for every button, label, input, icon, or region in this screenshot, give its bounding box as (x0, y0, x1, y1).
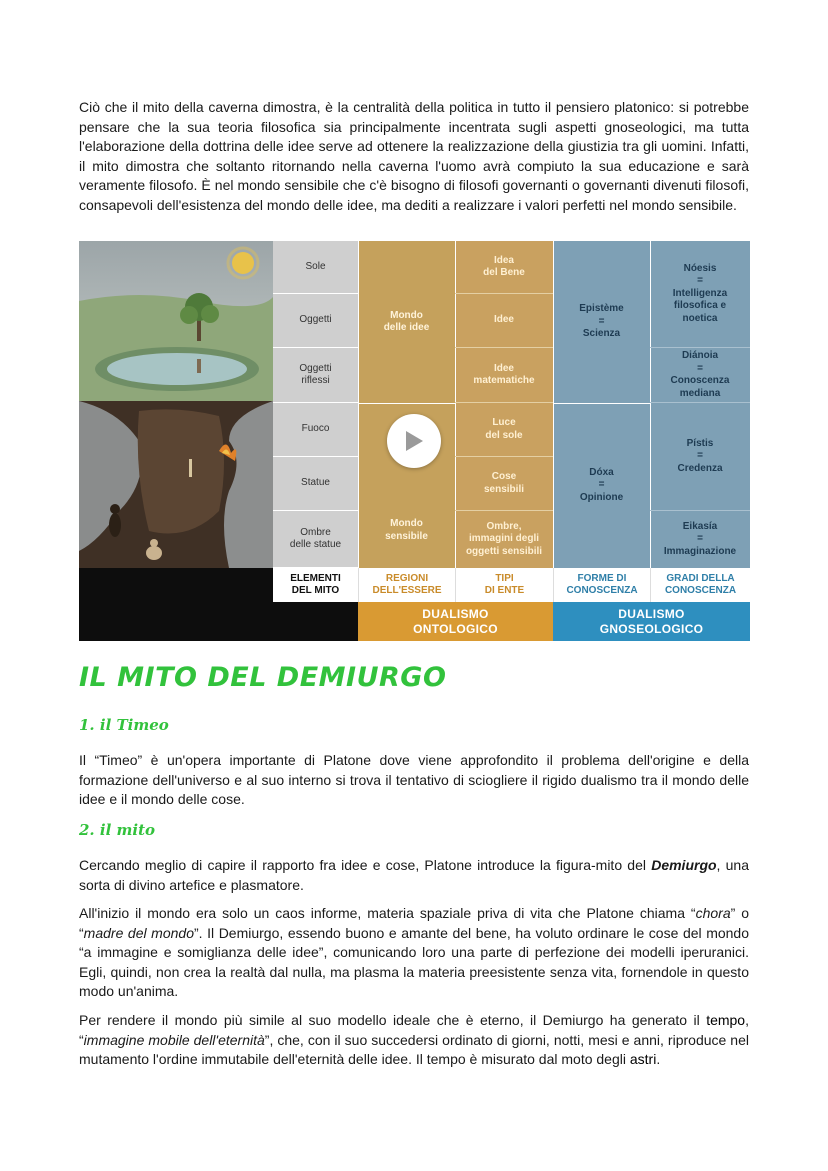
tipo-idee: Idee (455, 294, 553, 348)
footer-forme: FORME DI CONOSCENZA (553, 568, 650, 602)
cave-illustration (79, 241, 273, 568)
forma-doxa: Dóxa = Opinione (579, 466, 624, 503)
tipo-idea-bene: Idea del Bene (455, 241, 553, 294)
paragraph-timeo: Il “Timeo” è un'opera importante di Platone dove viene approfondito il problema dell'origine e della formazione dell'universo e al suo interno si trova il tentativo di sciogliere il rigido dualismo tra il mondo delle idee e il mondo delle cose. (79, 752, 749, 807)
elemento-fuoco: Fuoco (273, 403, 358, 457)
regione-mondo-sensibile: Mondo sensibile (385, 518, 428, 542)
elemento-statue: Statue (273, 457, 358, 511)
play-icon (403, 429, 425, 453)
tipo-ombre: Ombre, immagini degli oggetti sensibili (465, 520, 543, 557)
subheading-mito: 2. il mito (79, 821, 156, 839)
cave-scene-image (79, 241, 273, 568)
elemento-oggetti-riflessi: Oggetti riflessi (273, 348, 358, 403)
tipo-idee-matematiche: Idee matematiche (455, 348, 553, 403)
paragraph-caos: All'inizio il mondo era solo un caos informe, materia spaziale priva di vita che Platone chiama “chora” o “madre del mondo”. Il Demiurgo, essendo buono e amante del bene, ha voluto ordinare le cose del mondo “a immagine e somiglianza delle idee”, comunicando loro una parte di perfezione dei modelli iperuranici. Egli, quindi, non crea la realtà dal nulla, ma plasma la materia preesistente senza vita, fornendole in questo modo un'anima. (79, 905, 750, 999)
intro-paragraph: Ciò che il mito della caverna dimostra, è la centralità della politica in tutto il pensiero platonico: si potrebbe pensare che la sua teoria filosofica sia principalmente incentrata sugli aspetti gnoseologici, ma tutta l'elaborazione della dottrina delle idee serve ad ottenere la realizzazione della giustizia tra gli uomini. Infatti, il mito dimostra che soltanto ritornando nella caverna l'uomo avrà compiuto la sua educazione e sarà veramente filosofo. È nel mondo sensibile che c'è bisogno di filosofi governanti o governanti divenuti filosofi, consapevoli dell'esistenza del mondo delle idee, ma dediti a realizzare i valori perfetti nel mondo sensibile. (79, 99, 749, 213)
paragraph-demiurgo: Cercando meglio di capire il rapporto fra idee e cose, Platone introduce la figura-mito del Demiurgo, una sorta di divino artefice e plasmatore. (79, 857, 749, 893)
grado-dianoia: Diánoia = Conoscenza mediana (650, 348, 750, 403)
dualismo-gnoseologico: DUALISMO GNOSEOLOGICO (553, 602, 750, 641)
tipo-luce-sole: Luce del sole (455, 403, 553, 457)
regione-mondo-idee: Mondo delle idee (383, 309, 430, 333)
grado-pistis: Pístis = Credenza (650, 403, 750, 511)
footer-gradi: GRADI DELLA CONOSCENZA (650, 568, 750, 602)
footer-elementi: ELEMENTI DEL MITO (273, 568, 358, 602)
section-title: IL MITO DEL DEMIURGO (79, 662, 447, 693)
dualismo-ontologico: DUALISMO ONTOLOGICO (358, 602, 553, 641)
elemento-sole: Sole (273, 241, 358, 294)
forma-episteme: Epistème = Scienza (579, 303, 624, 340)
footer-tipi: TIPI DI ENTE (455, 568, 553, 602)
subheading-timeo: 1. il Timeo (79, 716, 169, 734)
platonic-cave-diagram[interactable] (79, 241, 750, 641)
elemento-ombre: Ombre delle statue (273, 511, 358, 568)
elemento-oggetti: Oggetti (273, 294, 358, 348)
play-button[interactable] (387, 414, 441, 468)
paragraph-tempo: Per rendere il mondo più simile al suo modello ideale che è eterno, il Demiurgo ha generato il tempo, “immagine mobile dell'eternità”, che, con il suo succedersi ordinato di giorni, notti, mesi e anni, riproduce nel mutamento l'ordine immutabile dell'eternità delle idee. Il tempo è misurato dal moto degli astri. (79, 1012, 749, 1067)
tipo-cose-sensibili: Cose sensibili (455, 457, 553, 511)
grado-eikasia: Eikasía = Immaginazione (663, 520, 737, 557)
footer-regioni: REGIONI DELL'ESSERE (358, 568, 455, 602)
grado-noesis: Nóesis = Intelligenza filosofica e noetica (650, 241, 750, 348)
